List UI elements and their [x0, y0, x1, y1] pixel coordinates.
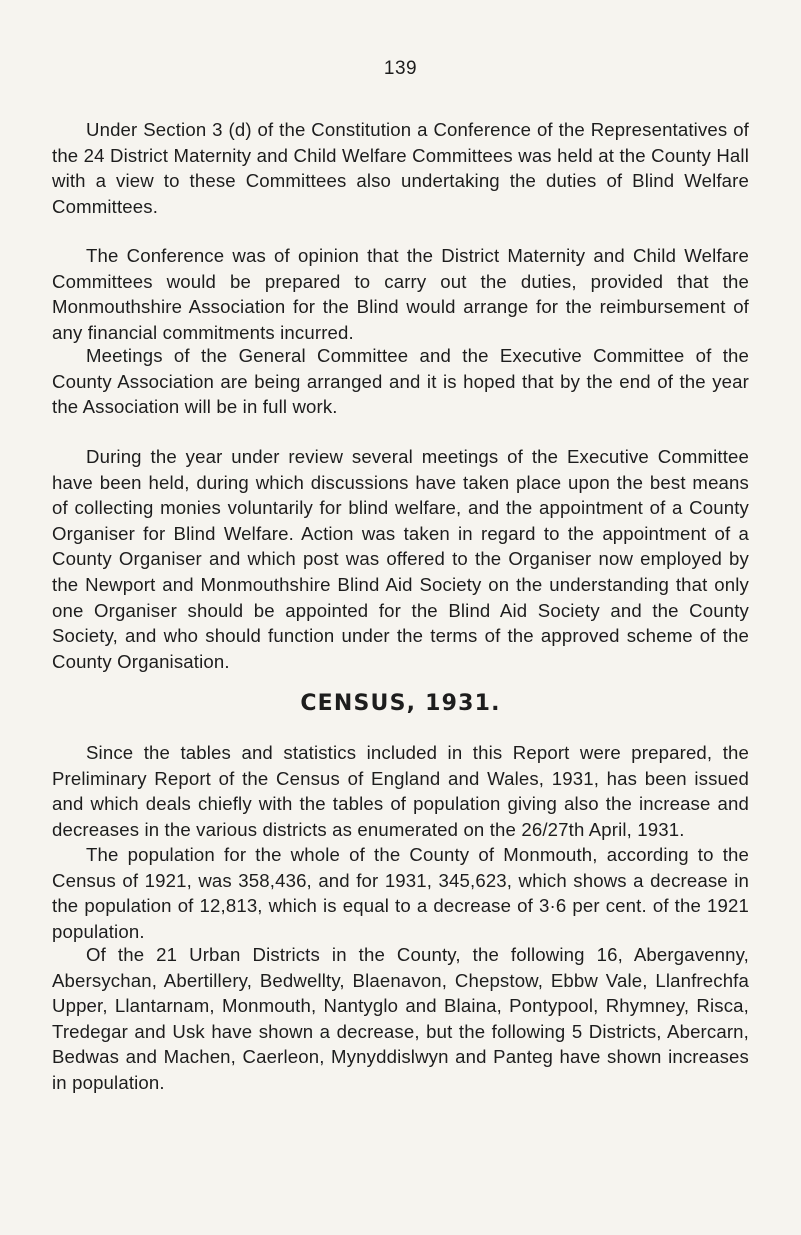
page-number: 139 — [383, 58, 418, 79]
paragraph-census-report: Since the tables and statistics included in this Report were prepared, the Preliminary Report of the Census of England and Wales, 1931, has been issued and which deals chiefly with the tables of population giving also the increase and decreases in the various districts as enumerated on the 26/27th April, 1931. — [52, 742, 749, 840]
paragraph-urban-districts: Of the 21 Urban Districts in the County, the following 16, Abergavenny, Abersychan, Abertillery, Bedwellty, Blaenavon, Chepstow, Ebbw Vale, Llanfrechfa Upper, Llantarnam, Monmouth, Nantyglo and Blaina, Pontypool, Rhymney, Risca, Tredegar and Usk have shown a decrease, but the following 5 Districts, Abercarn, Bedwas and Machen, Caerleon, Mynyddislwyn and Panteg have shown increases in population. — [52, 944, 749, 1093]
paragraph-constitution-conference: Under Section 3 (d) of the Constitution a Conference of the Representatives of the 24 District Maternity and Child Welfare Committees was held at the County Hall with a view to these Committees also undertaking the duties of Blind Welfare Committees. — [52, 119, 749, 217]
paragraph-county-population: The population for the whole of the County of Monmouth, according to the Census of 1921, was 358,436, and for 1931, 345,623, which shows a decrease in the population of 12,813, which is equal to a decrease of 3·6 per cent. of the 1921 population. — [52, 844, 749, 942]
paragraph-committee-meetings: Meetings of the General Committee and the Executive Committee of the County Association are being arranged and it is hoped that by the end of the year the Association will be in full work. — [52, 345, 749, 418]
paragraph-conference-opinion: The Conference was of opinion that the District Maternity and Child Welfare Committees would be prepared to carry out the duties, provided that the Monmouthshire Association for the Blind would arrange for the reimbursement of any financial commitments incurred. — [52, 245, 749, 343]
paragraph-executive-committee: During the year under review several meetings of the Executive Committee have been held, during which discussions have taken place upon the best means of collecting monies voluntarily for blind welfare, and the appointment of a County Organiser for Blind Welfare. Action was taken in regard to the appointment of a County Organiser and which post was offered to the Organiser now employed by the Newport and Monmouthshire Blind Aid Society on the understanding that only one Organiser should be appointed for the Blind Aid Society and the County Society, and who should function under the terms of the approved scheme of the County Organisation. — [52, 446, 749, 672]
census-heading: CENSUS, 1931. — [300, 691, 501, 716]
